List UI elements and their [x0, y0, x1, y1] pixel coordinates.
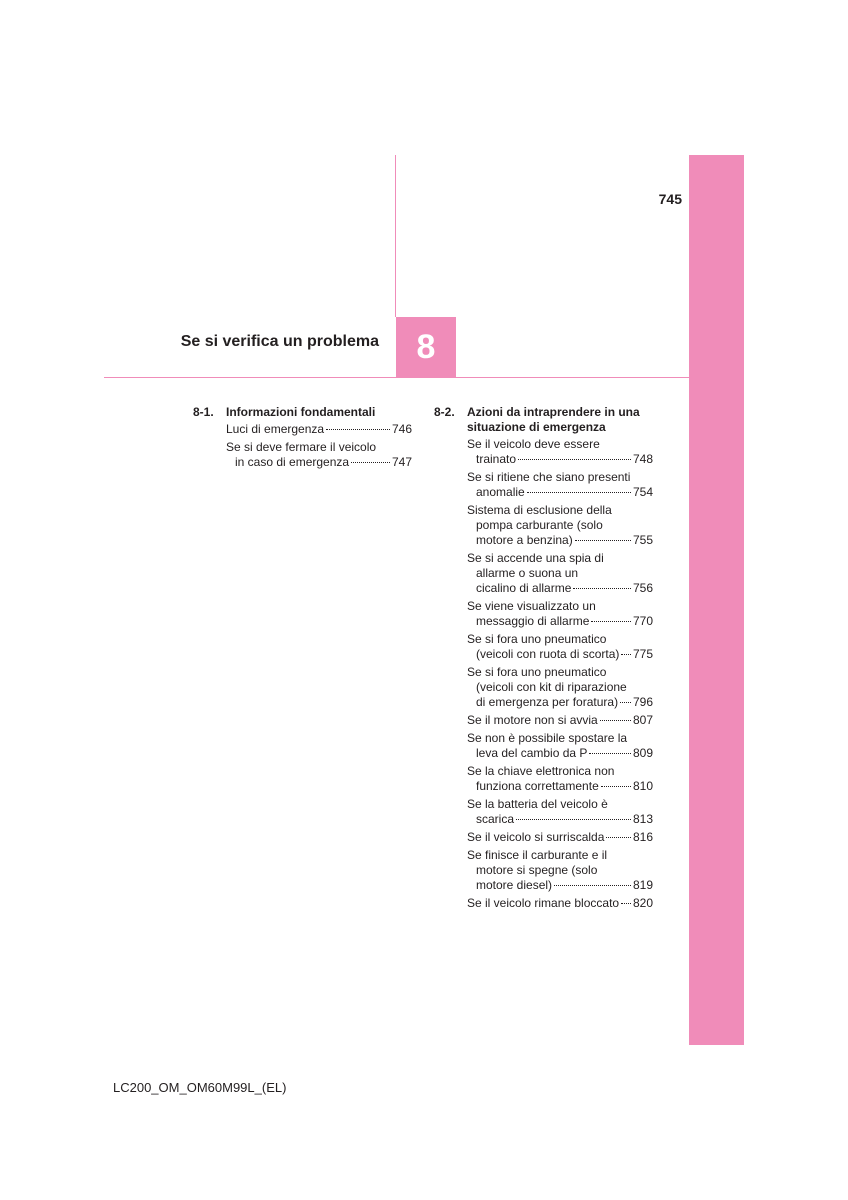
- toc-entry-leader-line: [467, 485, 653, 500]
- toc-entry-leader-line: [467, 896, 653, 911]
- toc-entry[interactable]: [467, 437, 653, 467]
- toc-entry-leader-line: [467, 533, 653, 548]
- toc-entry-leader-line: [467, 713, 653, 728]
- toc-entry-text: Se non è possibile spostare la: [467, 731, 628, 745]
- toc-entry-text: Se il veicolo rimane bloccato: [467, 896, 620, 910]
- toc-entry-text: motore diesel): [476, 878, 553, 892]
- toc-entry-text: di emergenza per foratura): [476, 695, 619, 709]
- toc-entry-text: Se si ritiene che siano presenti: [467, 470, 631, 484]
- toc-entry[interactable]: [467, 470, 653, 500]
- toc-entry-leader-line: [467, 647, 653, 662]
- section-title: Informazioni fondamentali: [226, 405, 376, 419]
- dot-leader: [575, 540, 631, 541]
- toc-entry-text: leva del cambio da P: [476, 746, 588, 760]
- dot-leader: [620, 702, 631, 703]
- toc-entry-text: anomalie: [476, 485, 525, 499]
- toc-entry-text: Se il veicolo deve essere: [467, 437, 600, 451]
- toc-entry-text: Se si fora uno pneumatico: [467, 665, 607, 679]
- dot-leader: [600, 720, 631, 721]
- toc-entry-text: in caso di emergenza: [235, 455, 350, 469]
- dot-leader: [591, 621, 631, 622]
- dot-leader: [573, 588, 631, 589]
- toc-entry-leader-line: [467, 452, 653, 467]
- toc-entry[interactable]: [467, 551, 653, 596]
- dot-leader: [351, 462, 390, 463]
- toc-entry[interactable]: [467, 731, 653, 761]
- toc-entry-text: scarica: [476, 812, 515, 826]
- toc-section-8-1: [193, 405, 412, 473]
- toc-entry-text: Se si deve fermare il veicolo: [226, 440, 377, 454]
- toc-entry-text: pompa carburante (solo: [476, 518, 603, 532]
- toc-entry-leader-line: [467, 830, 653, 845]
- dot-leader: [527, 492, 631, 493]
- section-heading: [434, 405, 653, 435]
- toc-entry[interactable]: [467, 764, 653, 794]
- toc-entry-text: Sistema di esclusione della: [467, 503, 612, 517]
- toc-entry-text: trainato: [476, 452, 517, 466]
- toc-entry-text: Se finisce il carburante e il: [467, 848, 608, 862]
- toc-entry-leader-line: [226, 455, 412, 470]
- chapter-side-tab: [689, 155, 744, 1045]
- toc-entry[interactable]: [467, 665, 653, 710]
- toc-entry-text: (veicoli con ruota di scorta): [476, 647, 620, 661]
- dot-leader: [601, 786, 631, 787]
- vertical-rule: [395, 155, 396, 317]
- dot-leader: [589, 753, 631, 754]
- toc-entry-text: Luci di emergenza: [226, 422, 325, 436]
- toc-page-ref[interactable]: 796: [632, 695, 653, 709]
- toc-entry-text: Se il veicolo si surriscalda: [467, 830, 605, 844]
- dot-leader: [518, 459, 631, 460]
- chapter-number-box: [396, 317, 456, 377]
- toc-entry[interactable]: [467, 896, 653, 911]
- section-number: 8-1.: [193, 405, 214, 419]
- toc-entry-leader-line: [467, 746, 653, 761]
- toc-page-ref[interactable]: 809: [632, 746, 653, 760]
- toc-entry-text: Se viene visualizzato un: [467, 599, 596, 613]
- toc-page-ref[interactable]: 748: [632, 452, 653, 466]
- section-number: 8-2.: [434, 405, 455, 419]
- toc-entry-leader-line: [467, 878, 653, 893]
- toc-page-ref[interactable]: 775: [632, 647, 653, 661]
- toc-entry-text: motore a benzina): [476, 533, 573, 547]
- dot-leader: [326, 429, 390, 430]
- toc-entry[interactable]: [467, 503, 653, 548]
- toc-section-8-2: [434, 405, 653, 914]
- chapter-title: Se si verifica un problema: [180, 333, 379, 350]
- toc-page-ref[interactable]: 754: [632, 485, 653, 499]
- toc-entry-text: messaggio di allarme: [476, 614, 590, 628]
- toc-entry-leader-line: [467, 812, 653, 827]
- chapter-number: 8: [416, 327, 436, 366]
- horizontal-rule: [104, 377, 689, 378]
- toc-page-ref[interactable]: 813: [632, 812, 653, 826]
- toc-entry[interactable]: [467, 848, 653, 893]
- toc-entry-text: Se la chiave elettronica non: [467, 764, 615, 778]
- toc-entry-text: funziona correttamente: [476, 779, 599, 793]
- dot-leader: [621, 903, 631, 904]
- toc-entries: [193, 422, 412, 470]
- dot-leader: [516, 819, 631, 820]
- toc-page-ref[interactable]: 819: [632, 878, 653, 892]
- toc-page-ref[interactable]: 746: [391, 422, 412, 436]
- toc-entry[interactable]: [467, 599, 653, 629]
- toc-entry[interactable]: [467, 632, 653, 662]
- toc-page-ref[interactable]: 810: [632, 779, 653, 793]
- toc-entry[interactable]: [467, 830, 653, 845]
- toc-page-ref[interactable]: 820: [632, 896, 653, 910]
- toc-entry-text: Se si accende una spia di: [467, 551, 604, 565]
- toc-entry[interactable]: [226, 422, 412, 437]
- toc-page-ref[interactable]: 770: [632, 614, 653, 628]
- toc-entry[interactable]: [226, 440, 412, 470]
- toc-entry-leader-line: [467, 614, 653, 629]
- toc-page-ref[interactable]: 747: [391, 455, 412, 469]
- toc-page-ref[interactable]: 755: [632, 533, 653, 547]
- section-heading: [193, 405, 412, 420]
- dot-leader: [621, 654, 631, 655]
- page-number: 745: [658, 191, 682, 207]
- toc-entry-leader-line: [226, 422, 412, 437]
- toc-entry-leader-line: [467, 779, 653, 794]
- section-title: Azioni da intraprendere in una situazione di emergenza: [467, 405, 640, 434]
- toc-entry[interactable]: [467, 797, 653, 827]
- toc-entry-leader-line: [467, 695, 653, 710]
- toc-entry-text: Se la batteria del veicolo è: [467, 797, 608, 811]
- toc-entry-text: Se il motore non si avvia: [467, 713, 598, 727]
- toc-entry-text: motore si spegne (solo: [476, 863, 598, 877]
- toc-page-ref[interactable]: 756: [632, 581, 653, 595]
- toc-entries: [434, 437, 653, 911]
- dot-leader: [606, 837, 631, 838]
- document-code-footer: LC200_OM_OM60M99L_(EL): [113, 1080, 287, 1095]
- toc-entry-text: (veicoli con kit di riparazione: [476, 680, 627, 694]
- toc-entry-text: cicalino di allarme: [476, 581, 572, 595]
- toc-page-ref[interactable]: 816: [632, 830, 653, 844]
- toc-entry-text: Se si fora uno pneumatico: [467, 632, 607, 646]
- dot-leader: [554, 885, 631, 886]
- toc-entry-leader-line: [467, 581, 653, 596]
- toc-page-ref[interactable]: 807: [632, 713, 653, 727]
- toc-entry-text: allarme o suona un: [476, 566, 579, 580]
- toc-entry[interactable]: [467, 713, 653, 728]
